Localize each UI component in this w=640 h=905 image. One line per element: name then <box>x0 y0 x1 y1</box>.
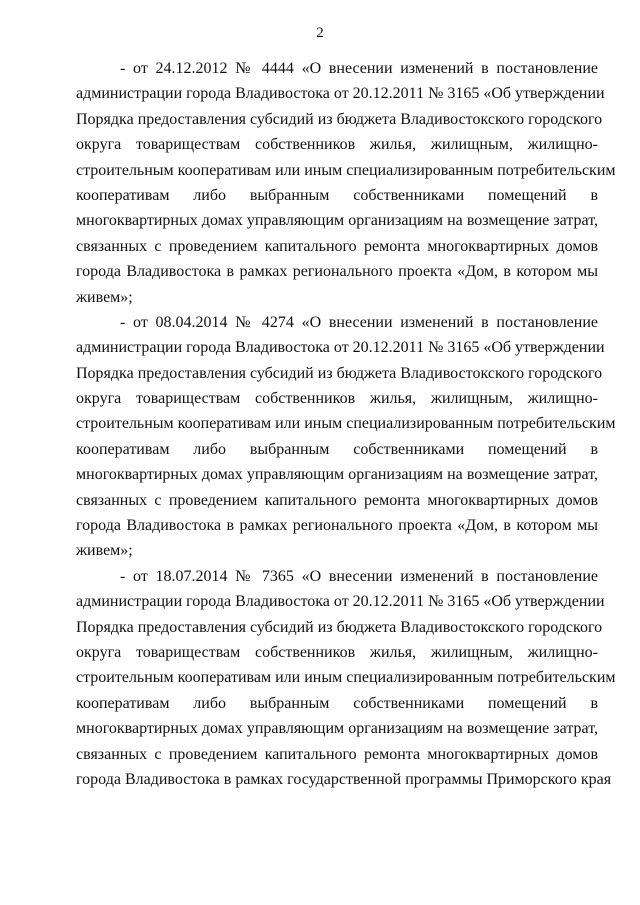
text-line: кооперативам либо выбранным собственниками помещений в <box>76 694 598 712</box>
page-number: 2 <box>316 25 324 41</box>
text-line: Порядка предоставления субсидий из бюджета Владивостокского городского <box>76 110 603 128</box>
text-line: строительным кооперативам или иным специализированным потребительским <box>76 415 616 433</box>
document-body <box>76 56 616 792</box>
paragraph-decree-7365 <box>76 564 616 793</box>
text-line: многоквартирных домах управляющим организациям на возмещение затрат, <box>76 466 598 484</box>
text-line: кооперативам либо выбранным собственниками помещений в <box>76 440 598 458</box>
text-line: многоквартирных домах управляющим организациям на возмещение затрат, <box>76 720 598 738</box>
text-line: живем»; <box>76 542 133 560</box>
text-line: города Владивостока в рамках регионального проекта «Дом, в котором мы <box>76 263 598 281</box>
paragraph-decree-4444 <box>76 56 616 310</box>
text-line: кооперативам либо выбранным собственниками помещений в <box>76 186 598 204</box>
text-line: округа товариществам собственников жилья, жилищным, жилищно- <box>76 390 598 408</box>
text-line: - от 18.07.2014 № 7365 «О внесении изменений в постановление <box>120 567 598 585</box>
text-line: округа товариществам собственников жилья, жилищным, жилищно- <box>76 643 598 661</box>
text-line: Порядка предоставления субсидий из бюджета Владивостокского городского <box>76 618 603 636</box>
text-line: строительным кооперативам или иным специализированным потребительским <box>76 669 616 687</box>
text-line: города Владивостока в рамках регионального проекта «Дом, в котором мы <box>76 517 598 535</box>
text-line: города Владивостока в рамках государственной программы Приморского края <box>76 770 612 788</box>
text-line: округа товариществам собственников жилья, жилищным, жилищно- <box>76 136 598 154</box>
text-line: администрации города Владивостока от 20.12.2011 № 3165 «Об утверждении <box>76 339 605 357</box>
text-line: администрации города Владивостока от 20.12.2011 № 3165 «Об утверждении <box>76 85 605 103</box>
text-line: Порядка предоставления субсидий из бюджета Владивостокского городского <box>76 364 603 382</box>
paragraph-decree-4274 <box>76 310 616 564</box>
text-line: связанных с проведением капитального ремонта многоквартирных домов <box>76 237 598 255</box>
text-line: строительным кооперативам или иным специализированным потребительским <box>76 161 616 179</box>
text-line: живем»; <box>76 288 133 306</box>
text-line: многоквартирных домах управляющим организациям на возмещение затрат, <box>76 212 598 230</box>
text-line: - от 08.04.2014 № 4274 «О внесении изменений в постановление <box>120 313 598 331</box>
text-line: администрации города Владивостока от 20.12.2011 № 3165 «Об утверждении <box>76 593 605 611</box>
text-line: связанных с проведением капитального ремонта многоквартирных домов <box>76 491 598 509</box>
text-line: - от 24.12.2012 № 4444 «О внесении изменений в постановление <box>120 60 598 77</box>
text-line: связанных с проведением капитального ремонта многоквартирных домов <box>76 745 598 763</box>
